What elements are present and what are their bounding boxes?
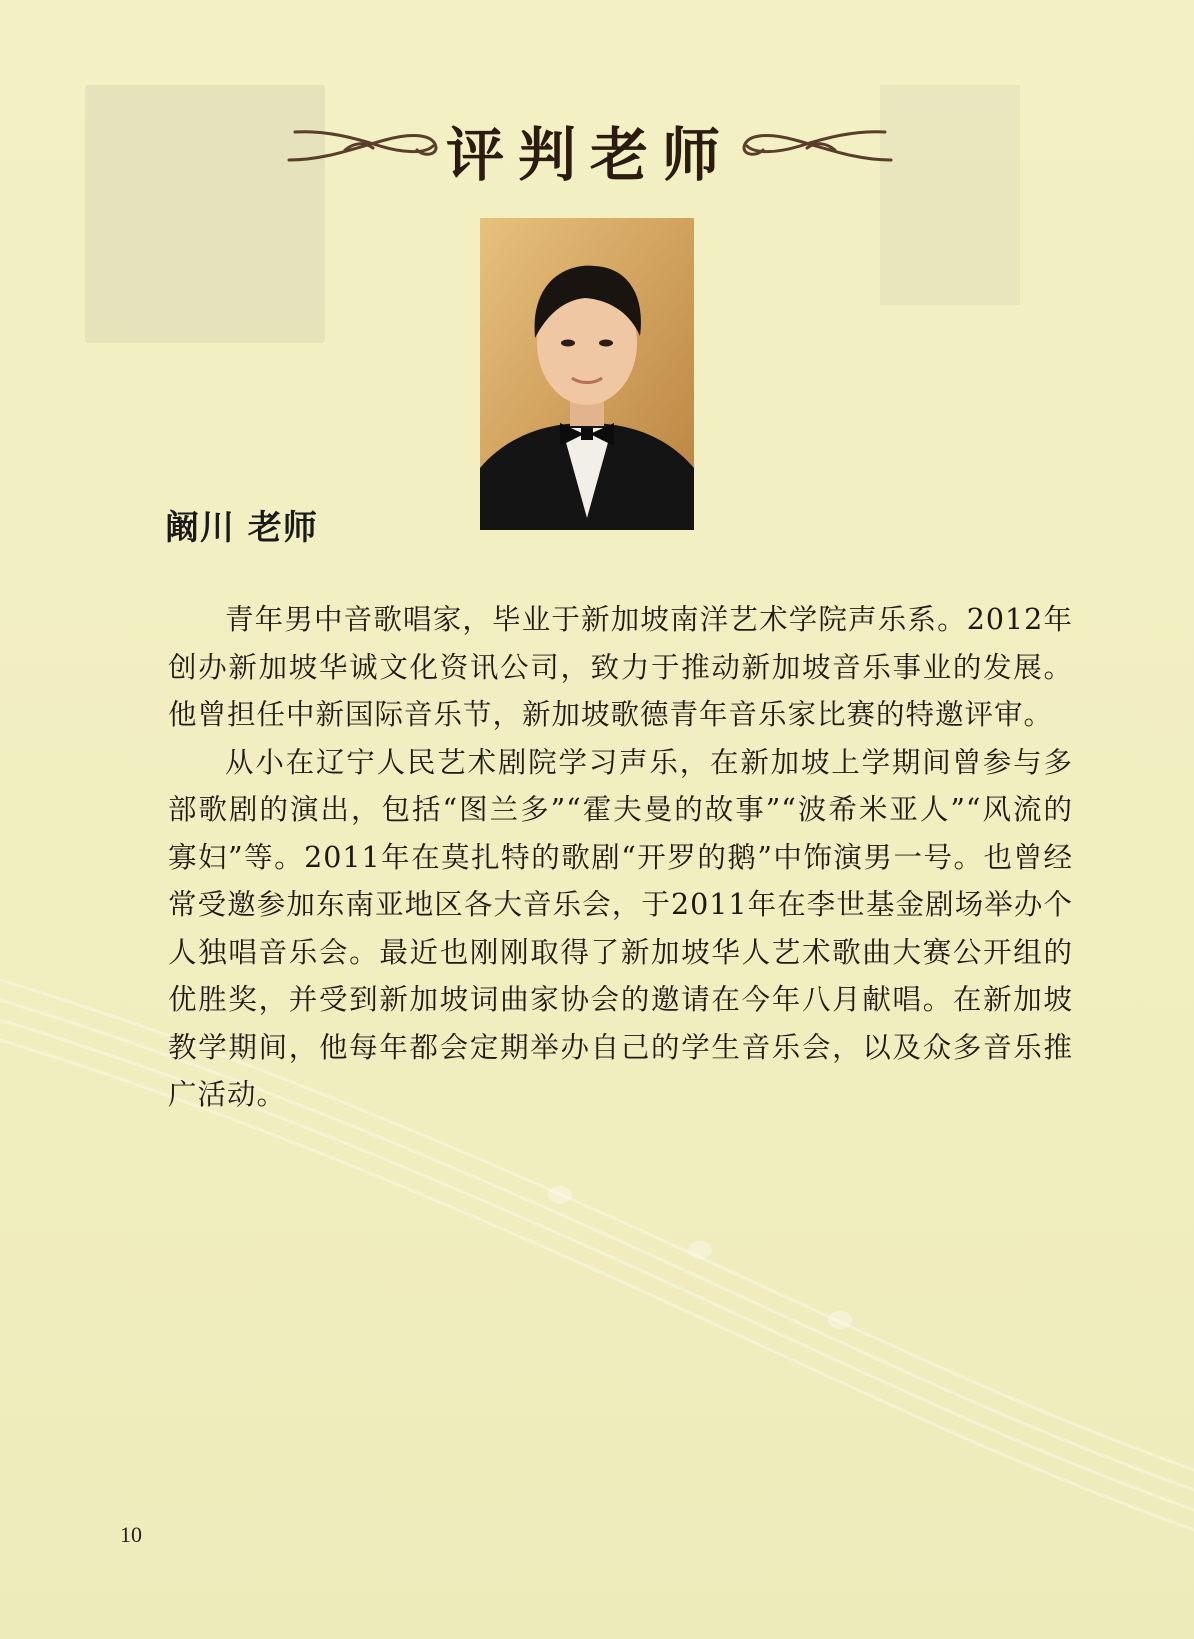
bleed-through-photo-right: [880, 85, 1020, 305]
teacher-portrait-photo: [480, 218, 694, 530]
page-number: 10: [120, 1522, 142, 1547]
bio-paragraph-2: 从小在辽宁人民艺术剧院学习声乐，在新加坡上学期间曾参与多部歌剧的演出，包括“图兰多”“霍夫曼的故事”“波希米亚人”“风流的寡妇”等。2011年在莫扎特的歌剧“开罗的鹅”中饰演男一号。也曾经常受邀参加东南亚地区各大音乐会，于2011年在李世基金剧场举办个人独唱音乐会。最近也刚刚取得了新加坡华人艺术歌曲大赛公开组的优胜奖，并受到新加坡词曲家协会的邀请在今年八月献唱。在新加坡教学期间，他每年都会定期举办自己的学生音乐会，以及众多音乐推广活动。: [168, 745, 1073, 1111]
left-flourish-ornament: [285, 120, 445, 170]
bio-paragraph-1: 青年男中音歌唱家，毕业于新加坡南洋艺术学院声乐系。2012年创办新加坡华诚文化资讯公司，致力于推动新加坡音乐事业的发展。他曾担任中新国际音乐节，新加坡歌德青年音乐家比赛的特邀评审。: [168, 603, 1073, 731]
heading-title: 评判老师: [445, 121, 734, 189]
teacher-name: 阚川 老师: [165, 508, 318, 548]
teacher-bio: [168, 596, 1073, 1119]
right-flourish-ornament: [735, 120, 895, 170]
section-heading: [290, 108, 890, 188]
